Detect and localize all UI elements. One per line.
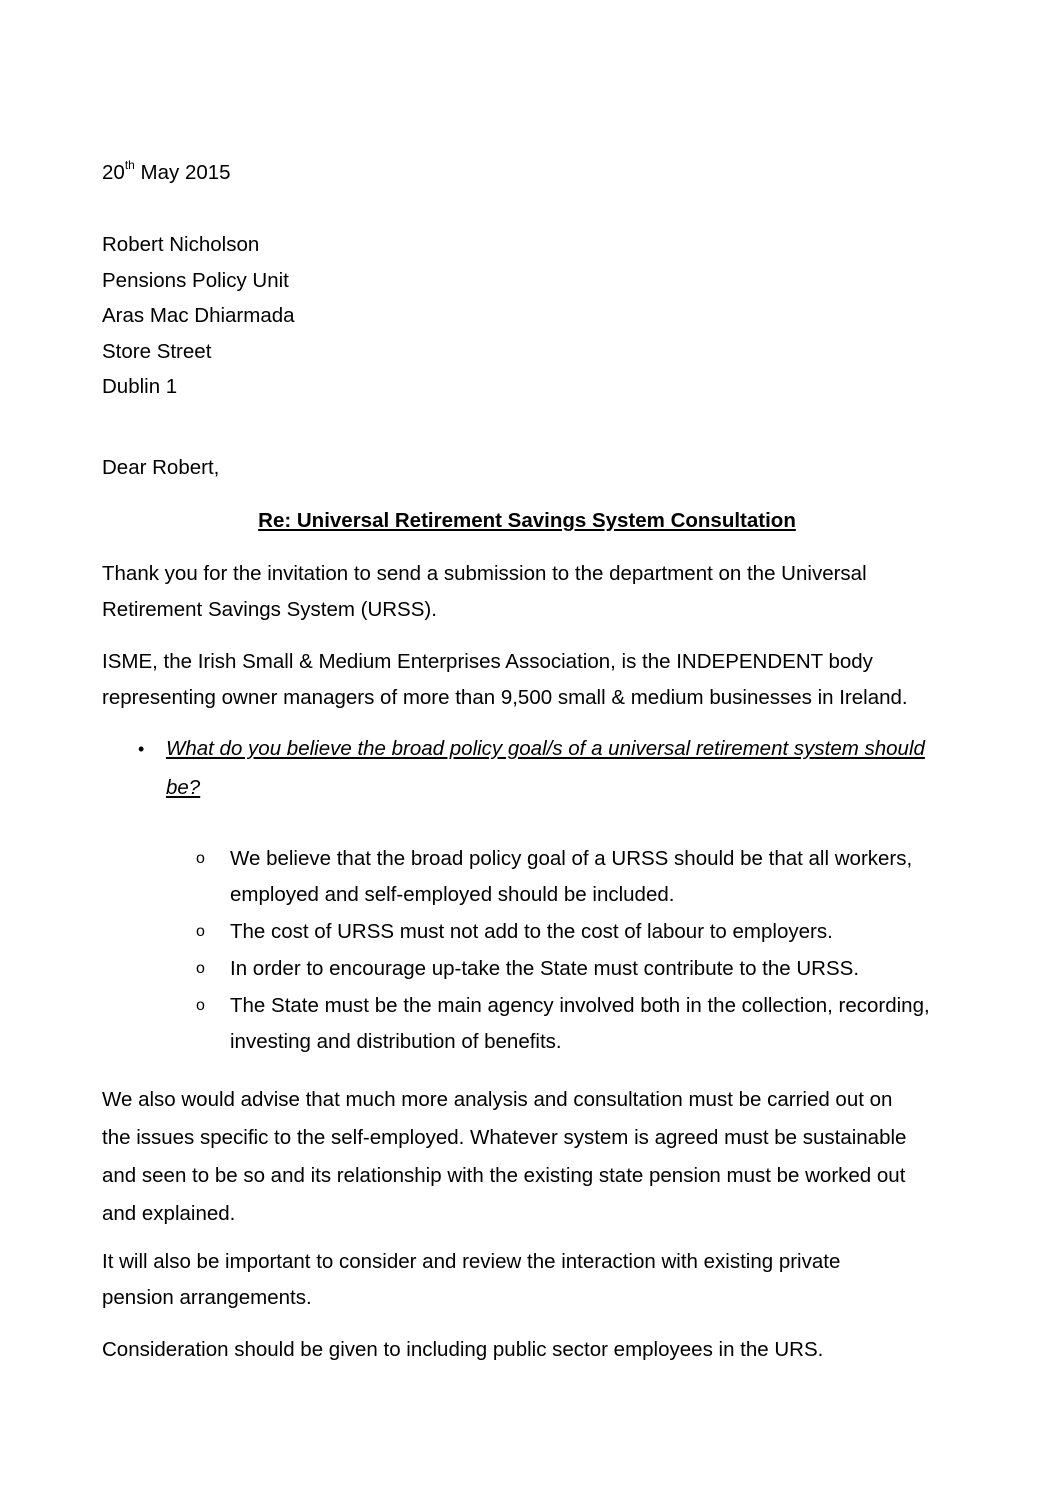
subject-heading: Re: Universal Retirement Savings System Consultation (258, 509, 796, 532)
recipient-city: Dublin 1 (102, 375, 178, 398)
recipient-name: Robert Nicholson (102, 233, 260, 256)
bullet-icon: • (138, 739, 145, 759)
date-suffix: th (124, 158, 135, 173)
paragraph-line: and explained. (102, 1202, 236, 1225)
answer-item (196, 951, 956, 987)
paragraph-line: and seen to be so and its relationship with the existing state pension must be worked out (102, 1164, 906, 1187)
answer-list (196, 841, 956, 1061)
question-text (166, 731, 956, 806)
letter-date (102, 155, 952, 191)
recipient-street: Store Street (102, 339, 212, 363)
answer-line: In order to encourage up-take the State must contribute to the URSS. (230, 957, 860, 980)
question-line: be? (166, 776, 201, 799)
paragraph-line: ISME, the Irish Small & Medium Enterprises Association, is the INDEPENDENT body (102, 650, 873, 673)
answer-item (196, 988, 956, 1060)
salutation: Dear Robert, (102, 456, 220, 479)
circle-bullet-icon: o (196, 960, 205, 977)
answer-line: The State must be the main agency involved both in the collection, recording, (230, 994, 930, 1017)
paragraph-line: We also would advise that much more analysis and consultation must be carried out on (102, 1088, 893, 1111)
answer-line: investing and distribution of benefits. (230, 1030, 562, 1053)
circle-bullet-icon: o (196, 850, 205, 867)
circle-bullet-icon: o (196, 923, 205, 940)
paragraph-analysis (102, 1082, 952, 1234)
answer-line: We believe that the broad policy goal of a URSS should be that all workers, (230, 847, 913, 870)
circle-bullet-icon: o (196, 997, 205, 1014)
answer-line: employed and self-employed should be included. (230, 883, 675, 906)
paragraph-line: representing owner managers of more than 9,500 small & medium businesses in Ireland. (102, 686, 908, 709)
answer-item (196, 841, 956, 913)
paragraph-isme (102, 644, 952, 716)
recipient-address (102, 227, 952, 405)
answer-line: The cost of URSS must not add to the cost of labour to employers. (230, 920, 833, 943)
answer-item (196, 914, 956, 950)
paragraph-line: It will also be important to consider and review the interaction with existing private (102, 1250, 841, 1273)
paragraph-line: the issues specific to the self-employed. Whatever system is agreed must be sustainable (102, 1126, 907, 1149)
paragraph-line: Thank you for the invitation to send a submission to the department on the Universal (102, 562, 867, 585)
date-month-year: May 2015 (134, 161, 231, 184)
paragraph-line: pension arrangements. (102, 1286, 312, 1309)
date-day: 20 (102, 161, 125, 184)
paragraph-line: Consideration should be given to including public sector employees in the URS. (102, 1338, 824, 1361)
question-line: What do you believe the broad policy goal/s of a universal retirement system should (166, 737, 925, 760)
paragraph-intro (102, 556, 952, 628)
paragraph-line: Retirement Savings System (URSS). (102, 598, 437, 621)
paragraph-public-sector (102, 1332, 952, 1368)
recipient-building: Aras Mac Dhiarmada (102, 304, 295, 327)
recipient-unit: Pensions Policy Unit (102, 268, 289, 292)
paragraph-private-pensions (102, 1244, 952, 1316)
